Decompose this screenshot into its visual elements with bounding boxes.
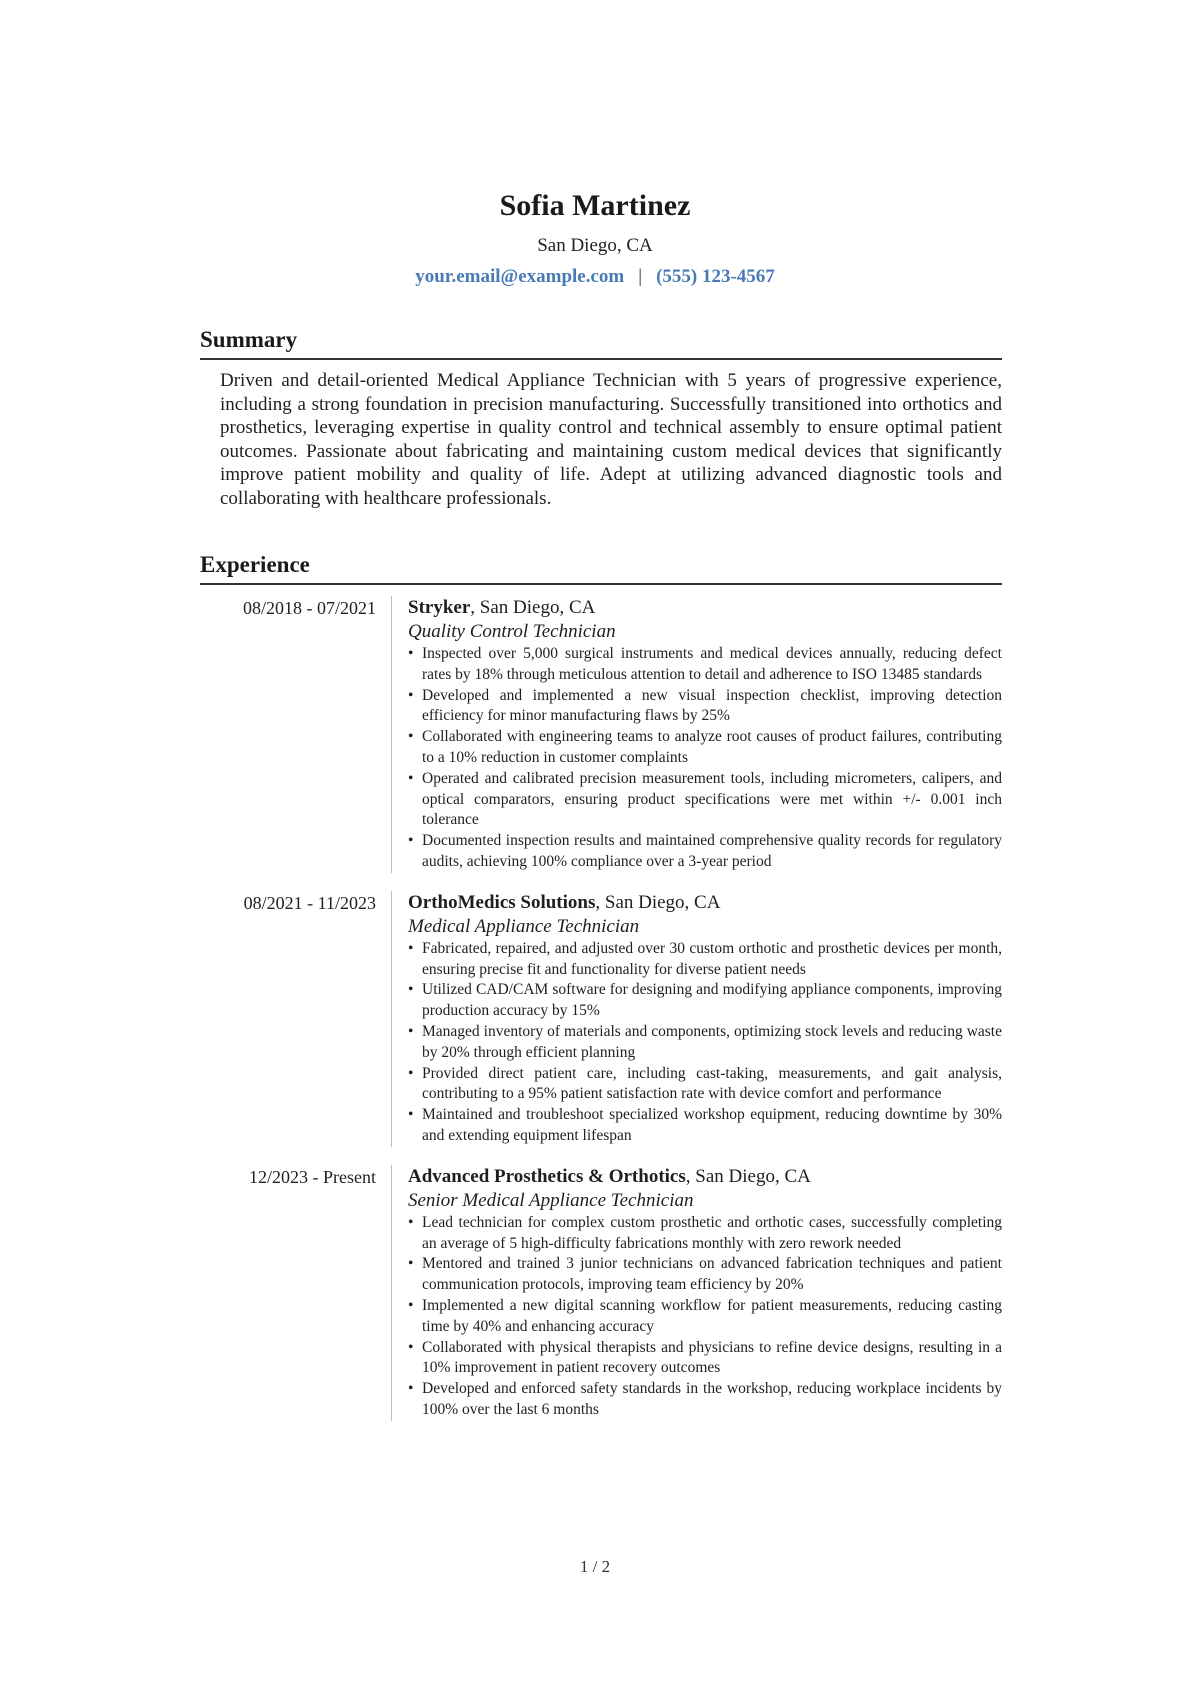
job-dates: 08/2018 - 07/2021 xyxy=(243,598,376,618)
company-location: , San Diego, CA xyxy=(470,597,596,618)
bullet-icon: • xyxy=(408,1022,414,1040)
company-name: Stryker xyxy=(408,597,471,618)
achievement-item: • Collaborated with physical therapists and physicians to refine device designs, resulting in a 10% improvement in patient recovery outcomes xyxy=(408,1338,1002,1377)
summary-section xyxy=(200,326,1002,510)
experience-heading: Experience xyxy=(200,551,1002,585)
bullet-icon: • xyxy=(408,686,414,704)
bullet-icon: • xyxy=(408,769,414,787)
job-heading xyxy=(408,1165,1002,1189)
bullet-icon: • xyxy=(408,1296,414,1314)
achievement-item: • Utilized CAD/CAM software for designing and modifying appliance components, improving production accuracy by 15% xyxy=(408,981,1002,1020)
bullet-icon: • xyxy=(408,939,414,957)
achievement-item: • Operated and calibrated precision measurement tools, including micrometers, calipers, and optical comparators, ensuring product specifications were met within +/- 0.001 inch tolerance xyxy=(408,769,1002,829)
job-entry xyxy=(200,1165,1002,1421)
company-name: Advanced Prosthetics & Orthotics xyxy=(408,1165,686,1187)
bullet-icon: • xyxy=(408,645,414,662)
candidate-name: Sofia Martinez xyxy=(499,189,691,222)
achievement-item: • Developed and enforced safety standards in the workshop, reducing workplace incidents by 100% over the last 6 months xyxy=(408,1380,1002,1418)
timeline-divider xyxy=(391,1165,392,1421)
achievement-item: • Documented inspection results and maintained comprehensive quality records for regulatory audits, achieving 100% compliance over a 3-year period xyxy=(408,832,1002,870)
candidate-location: San Diego, CA xyxy=(537,235,653,256)
phone-link[interactable]: (555) 123-4567 xyxy=(656,266,775,287)
bullet-icon: • xyxy=(408,728,414,746)
job-entry xyxy=(200,596,1002,873)
job-heading xyxy=(408,596,1002,620)
achievement-item: • Inspected over 5,000 surgical instruments and medical devices annually, reducing defect rates by 18% through meticulous attention to detail and adherence to ISO 13485 standards xyxy=(408,645,1002,683)
page-number: 1 / 2 xyxy=(579,1557,611,1576)
summary-heading: Summary xyxy=(200,326,1002,360)
job-dates: 08/2021 - 11/2023 xyxy=(243,892,376,913)
summary-text: Driven and detail-oriented Medical Appliance Technician with 5 years of progressive experience, including a strong foundation in precision manufacturing. Successfully transitioned into orthotics and prosthetics, leveraging expertise in quality control and technical assembly to ensure optimal patient outcomes. Passionate about fabricating and maintaining custom medical devices that significantly improve patient mobility and quality of life. Adept at utilizing advanced diagnostic tools and collaborating with healthcare professionals. xyxy=(220,370,1002,509)
job-dates: 12/2023 - Present xyxy=(249,1166,376,1187)
bullet-icon: • xyxy=(408,832,414,850)
timeline-divider xyxy=(391,596,392,873)
achievement-list xyxy=(408,939,1002,1147)
contact-line xyxy=(0,265,1190,289)
achievement-item: • Maintained and troubleshoot specialized workshop equipment, reducing downtime by 30% and extending equipment lifespan xyxy=(408,1106,1002,1144)
company-location: , San Diego, CA xyxy=(595,891,721,913)
bullet-icon: • xyxy=(408,1380,414,1398)
achievement-item: • Lead technician for complex custom prosthetic and orthotic cases, successfully completing an average of 5 high-difficulty fabrications monthly with zero rework needed xyxy=(408,1213,1002,1252)
bullet-icon: • xyxy=(408,981,414,999)
achievement-item: • Managed inventory of materials and components, optimizing stock levels and reducing waste by 20% through efficient planning xyxy=(408,1022,1002,1061)
job-body xyxy=(408,891,1002,1147)
bullet-icon: • xyxy=(408,1106,414,1124)
achievement-item: • Provided direct patient care, including cast-taking, measurements, and gait analysis, contributing to a 95% patient satisfaction rate with device comfort and performance xyxy=(408,1064,1002,1103)
achievement-item: • Developed and implemented a new visual inspection checklist, improving detection efficiency for minor manufacturing flaws by 25% xyxy=(408,686,1002,725)
bullet-icon: • xyxy=(408,1255,414,1273)
job-body xyxy=(408,1165,1002,1421)
bullet-icon: • xyxy=(408,1213,414,1231)
job-title: Medical Appliance Technician xyxy=(408,915,640,937)
achievement-list xyxy=(408,644,1002,873)
achievement-list xyxy=(408,1213,1002,1421)
bullet-icon: • xyxy=(408,1338,414,1356)
timeline-divider xyxy=(391,891,392,1147)
experience-section xyxy=(200,551,1002,1421)
job-heading xyxy=(408,891,1002,915)
achievement-item: • Fabricated, repaired, and adjusted over 30 custom orthotic and prosthetic devices per month, ensuring precise fit and functionality for diverse patient needs xyxy=(408,939,1002,978)
achievement-item: • Implemented a new digital scanning workflow for patient measurements, reducing casting time by 40% and enhancing accuracy xyxy=(408,1296,1002,1335)
company-location: , San Diego, CA xyxy=(685,1165,811,1187)
job-body xyxy=(408,596,1002,873)
achievement-item: • Collaborated with engineering teams to analyze root causes of product failures, contributing to a 10% reduction in customer complaints xyxy=(408,728,1002,766)
email-link[interactable]: your.email@example.com xyxy=(415,266,625,287)
achievement-item: • Mentored and trained 3 junior technicians on advanced fabrication techniques and patient communication protocols, improving team efficiency by 20% xyxy=(408,1255,1002,1294)
job-title: Quality Control Technician xyxy=(408,621,616,642)
bullet-icon: • xyxy=(408,1064,414,1082)
job-title: Senior Medical Appliance Technician xyxy=(408,1189,694,1211)
job-entry xyxy=(200,891,1002,1147)
company-name: OrthoMedics Solutions xyxy=(408,891,596,913)
contact-separator: | xyxy=(638,266,643,287)
resume-header xyxy=(0,188,1190,289)
